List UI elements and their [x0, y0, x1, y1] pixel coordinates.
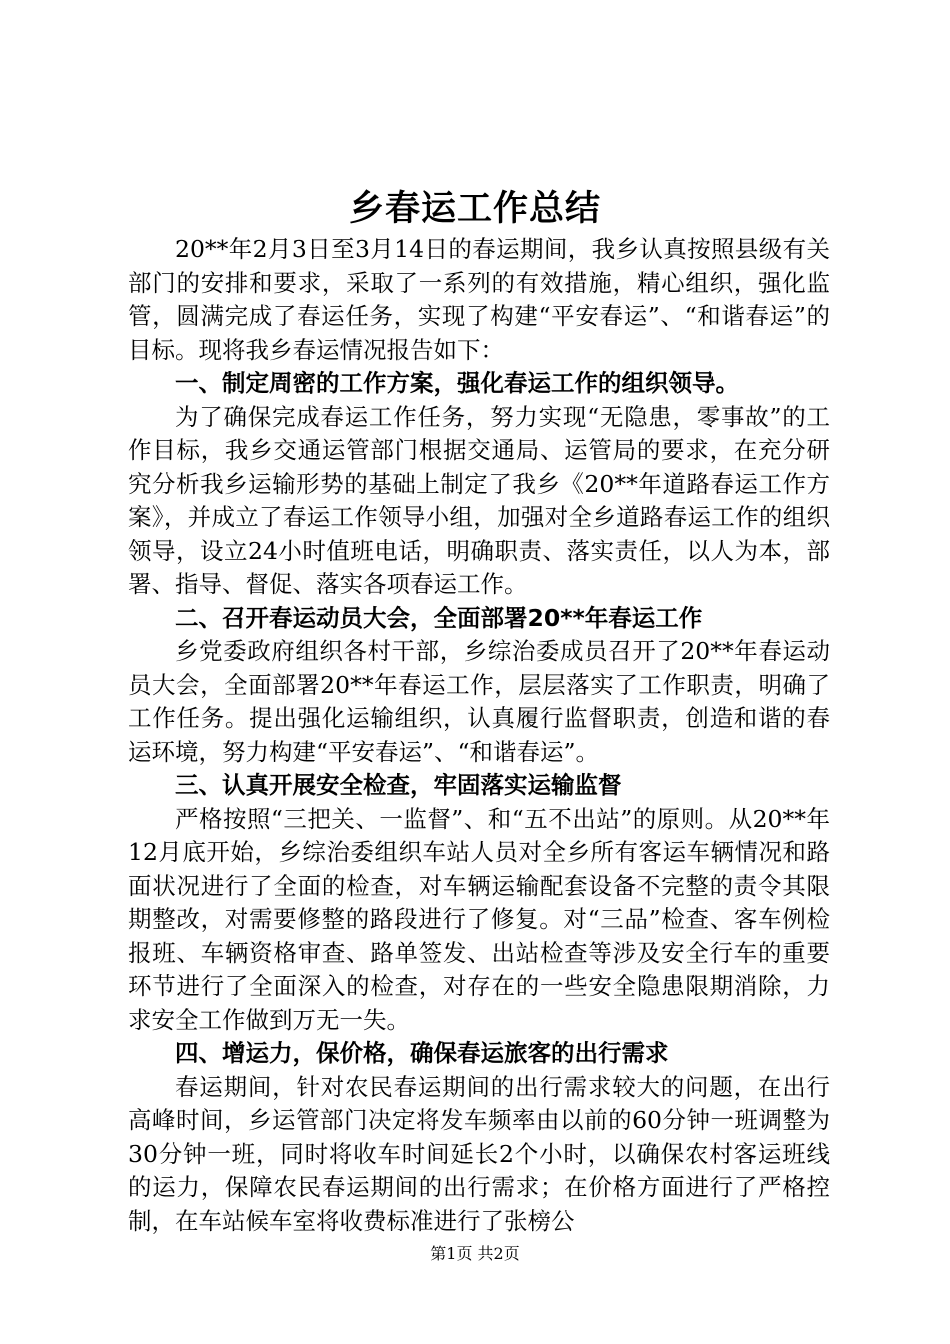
section-1-heading: 一、制定周密的工作方案，强化春运工作的组织领导。 [175, 369, 739, 397]
section-3-text: 严格按照“三把关、一监督”、和“五不出站”的原则。从20**年12月底开始，乡综治委组织车站人员对全乡所有客运车辆情况和路面状况进行了全面的检查，对车辆运输配套设备不完整的责令其限期整改，对需要修整的路段进行了修复。对“三品”检查、客车例检报班、车辆资格审查、路单签发、出站检查等涉及安全行车的重要环节进行了全面深入的检查，对存在的一些安全隐患限期消除，力求安全工作做到万无一失。 [128, 804, 830, 1034]
document-body [128, 233, 830, 1238]
section-2-heading: 二、召开春运动员大会，全面部署20**年春运工作 [175, 603, 703, 632]
section-2-text: 乡党委政府组织各村干部，乡综治委成员召开了20**年春运动员大会，全面部署20**年春运工作，层层落实了工作职责，明确了工作任务。提出强化运输组织，认真履行监督职责，创造和谐的春运环境，努力构建“平安春运”、“和谐春运”。 [128, 637, 830, 766]
section-3-heading: 三、认真开展安全检查，牢固落实运输监督 [175, 771, 622, 799]
intro-paragraph: 20**年2月3日至3月14日的春运期间，我乡认真按照县级有关部门的安排和要求，采取了一系列的有效措施，精心组织，强化监管，圆满完成了春运任务，实现了构建“平安春运”、“和谐春运”的目标。现将我乡春运情况报告如下： [128, 235, 830, 364]
section-1-text: 为了确保完成春运工作任务，努力实现“无隐患，零事故”的工作目标，我乡交通运管部门根据交通局、运管局的要求，在充分研究分析我乡运输形势的基础上制定了我乡《20**年道路春运工作方案》，并成立了春运工作领导小组，加强对全乡道路春运工作的组织领导，设立24小时值班电话，明确职责、落实责任，以人为本，部署、指导、督促、落实各项春运工作。 [128, 402, 830, 598]
document-title: 乡春运工作总结 [348, 189, 601, 229]
section-4-heading: 四、增运力，保价格，确保春运旅客的出行需求 [175, 1039, 669, 1067]
page-number: 第1页 共2页 [430, 1244, 520, 1263]
section-4-text: 春运期间，针对农民春运期间的出行需求较大的问题，在出行高峰时间，乡运管部门决定将发车频率由以前的60分钟一班调整为30分钟一班，同时将收车时间延长2个小时，以确保农村客运班线的运力，保障农民春运期间的出行需求；在价格方面进行了严格控制，在车站候车室将收费标准进行了张榜公 [128, 1072, 830, 1235]
